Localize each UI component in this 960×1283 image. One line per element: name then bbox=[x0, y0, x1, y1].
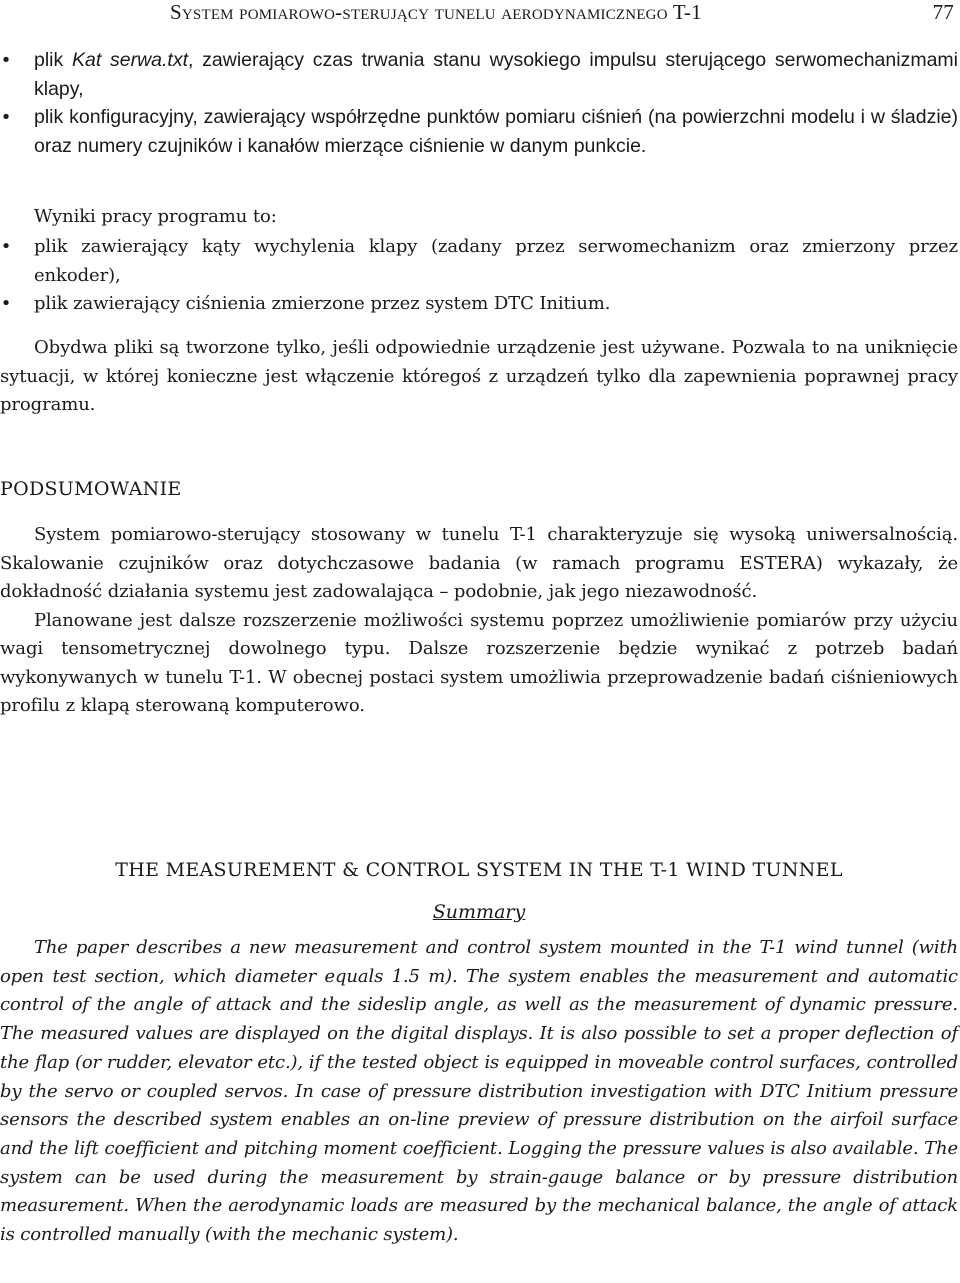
english-title: THE MEASUREMENT & CONTROL SYSTEM IN THE T-1 WIND TUNNEL bbox=[115, 859, 843, 881]
results-intro-block bbox=[0, 203, 958, 232]
page-number: 77 bbox=[932, 0, 954, 24]
english-abstract: The paper describes a new measurement and control system mounted in the T-1 wind tunnel (with open test section, which diameter equals 1.5 m). The system enables the measurement and automatic control of the angle of attack and the sideslip angle, as well as the measurement of dynamic pressure. The measured values are displayed on the digital displays. It is also possible to set a proper deflection of the flap (or rudder, elevator etc.), if the tested object is equipped in moveable control surfaces, controlled by the servo or coupled servos. In case of pressure distribution investigation with DTC Initium pressure sensors the described system enables an on-line preview of pressure distribution on the airfoil surface and the lift coefficient and pitching moment coefficient. Logging the pressure values is also available. The system can be used during the measurement by strain-gauge balance or by pressure distribution measurement. When the aerodynamic loads are measured by the mechanical balance, the angle of attack is controlled manually (with the mechanic system). bbox=[0, 937, 958, 1246]
summary-paragraph: System pomiarowo-sterujący stosowany w tunelu T-1 charakteryzuje się wysoką uniwersalnością. Skalowanie czujników oraz dotychczasowe badania (w ramach programu ESTERA) wykazały, że dokładność działania systemu jest zadowalająca – podobnie, jak jego niezawodność. bbox=[0, 524, 958, 602]
bullet-icon: • bbox=[0, 236, 12, 257]
section-heading: PODSUMOWANIE bbox=[0, 478, 182, 500]
summary-body bbox=[0, 521, 958, 721]
running-header bbox=[170, 0, 960, 24]
list-item bbox=[0, 46, 958, 103]
summary-label: Summary bbox=[432, 901, 526, 923]
list-item-text: plik zawierający ciśnienia zmierzone przez system DTC Initium. bbox=[34, 293, 611, 314]
list-item-text: , zawierający czas trwania stanu wysokiego impulsu sterującego serwomechanizmami klapy, bbox=[34, 49, 958, 100]
input-files-list bbox=[0, 46, 958, 160]
results-intro: Wyniki pracy programu to: bbox=[34, 206, 277, 227]
list-item bbox=[0, 103, 958, 160]
list-item bbox=[0, 290, 958, 319]
note-block bbox=[0, 334, 958, 420]
file-name: Kat serwa.txt bbox=[72, 49, 189, 71]
list-item-text: plik zawierający kąty wychylenia klapy (zadany przez serwomechanizm oraz zmierzony przez enkoder), bbox=[34, 236, 958, 286]
list-item-text: plik konfiguracyjny, zawierający współrzędne punktów pomiaru ciśnień (na powierzchni modelu i w śladzie) oraz numery czujników i kanałów mierzące ciśnienie w danym punkcie. bbox=[34, 106, 958, 157]
header-title: System pomiarowo-sterujący tunelu aerodynamicznego T-1 bbox=[170, 0, 702, 24]
note-paragraph: Obydwa pliki są tworzone tylko, jeśli odpowiednie urządzenie jest używane. Pozwala to na uniknięcie sytuacji, w której konieczne jest włączenie któregoś z urządzeń tylko dla zapewnienia poprawnej pracy programu. bbox=[0, 337, 958, 415]
bullet-icon: • bbox=[0, 293, 12, 314]
results-list bbox=[0, 233, 958, 319]
list-item-prefix: plik bbox=[34, 49, 72, 71]
list-item bbox=[0, 233, 958, 290]
bullet-icon: • bbox=[2, 106, 10, 128]
bullet-icon: • bbox=[2, 49, 10, 71]
summary-paragraph: Planowane jest dalsze rozszerzenie możliwości systemu poprzez umożliwienie pomiarów przy użyciu wagi tensometrycznej dowolnego typu. Dalsze rozszerzenie będzie wynikać z potrzeb badań wykonywanych w tunelu T-1. W obecnej postaci system umożliwia przeprowadzenie badań ciśnieniowych profilu z klapą sterowaną komputerowo. bbox=[0, 609, 958, 716]
